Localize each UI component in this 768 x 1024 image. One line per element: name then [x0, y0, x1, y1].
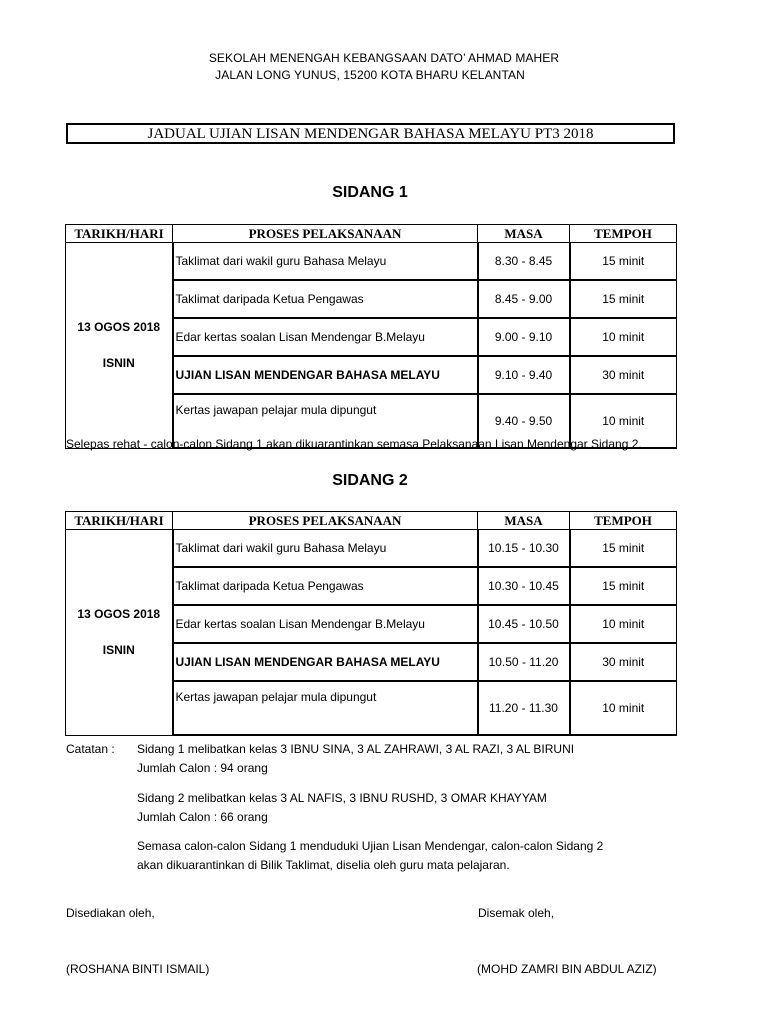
proses-cell: Edar kertas soalan Lisan Mendengar B.Melayu [173, 605, 478, 643]
date-text: 13 OGOS 2018 [77, 320, 161, 335]
tempoh-cell: 10 minit [570, 318, 677, 356]
document-title: JADUAL UJIAN LISAN MENDENGAR BAHASA MELAYU PT3 2018 [66, 123, 675, 144]
tempoh-cell: 15 minit [570, 280, 677, 318]
masa-cell: 10.50 - 11.20 [478, 643, 570, 681]
masa-cell: 9.10 - 9.40 [478, 356, 570, 394]
proses-cell: Kertas jawapan pelajar mula dipungut [173, 681, 478, 735]
table-row [66, 243, 677, 281]
school-address: JALAN LONG YUNUS, 15200 KOTA BHARU KELANTAN [215, 68, 525, 82]
tempoh-cell: 10 minit [570, 605, 677, 643]
catatan-paragraph-line2: akan dikuarantinkan di Bilik Taklimat, diselia oleh guru mata pelajaran. [137, 858, 510, 872]
proses-cell: Taklimat daripada Ketua Pengawas [173, 567, 478, 605]
masa-cell: 10.45 - 10.50 [478, 605, 570, 643]
checked-by-label: Disemak oleh, [478, 906, 555, 920]
tempoh-cell: 30 minit [570, 356, 677, 394]
masa-cell: 8.30 - 8.45 [478, 243, 570, 281]
catatan-sidang1-jumlah: Jumlah Calon : 94 orang [137, 761, 268, 775]
date-text: 13 OGOS 2018 [77, 607, 161, 622]
table-header-row [66, 512, 677, 530]
proses-cell: Taklimat dari wakil guru Bahasa Melayu [173, 530, 478, 568]
col-header-tarikh: TARIKH/HARI [66, 512, 173, 530]
tempoh-cell: 15 minit [570, 530, 677, 568]
checked-by-name: (MOHD ZAMRI BIN ABDUL AZIZ) [477, 962, 657, 976]
proses-cell: Kertas jawapan pelajar mula dipungut [173, 394, 478, 448]
col-header-tempoh: TEMPOH [570, 225, 677, 243]
masa-cell: 9.00 - 9.10 [478, 318, 570, 356]
tempoh-cell: 10 minit [570, 681, 677, 735]
date-cell [66, 243, 173, 449]
catatan-paragraph-line1: Semasa calon-calon Sidang 1 menduduki Ujian Lisan Mendengar, calon-calon Sidang 2 [137, 839, 604, 853]
proses-cell: Taklimat dari wakil guru Bahasa Melayu [173, 243, 478, 281]
table-header-row [66, 225, 677, 243]
catatan-sidang1-kelas: Sidang 1 melibatkan kelas 3 IBNU SINA, 3 AL ZAHRAWI, 3 AL RAZI, 3 AL BIRUNI [137, 742, 575, 756]
tempoh-cell: 15 minit [570, 567, 677, 605]
proses-cell: UJIAN LISAN MENDENGAR BAHASA MELAYU [173, 643, 478, 681]
date-cell [66, 530, 173, 736]
catatan-sidang2-jumlah: Jumlah Calon : 66 orang [137, 810, 268, 824]
col-header-tempoh: TEMPOH [570, 512, 677, 530]
col-header-masa: MASA [478, 225, 570, 243]
sidang1-heading: SIDANG 1 [332, 184, 408, 201]
catatan-label: Catatan : [66, 742, 115, 756]
masa-cell: 11.20 - 11.30 [478, 681, 570, 735]
prepared-by-label: Disediakan oleh, [66, 906, 155, 920]
prepared-by-name: (ROSHANA BINTI ISMAIL) [66, 962, 210, 976]
catatan-sidang2-kelas: Sidang 2 melibatkan kelas 3 AL NAFIS, 3 IBNU RUSHD, 3 OMAR KHAYYAM [137, 791, 547, 805]
sidang2-table [65, 511, 677, 736]
tempoh-cell: 10 minit [570, 394, 677, 448]
masa-cell: 10.15 - 10.30 [478, 530, 570, 568]
sidang2-heading: SIDANG 2 [332, 472, 408, 489]
masa-cell: 8.45 - 9.00 [478, 280, 570, 318]
note-after-rehat: Selepas rehat - calon-calon Sidang 1 akan dikuarantinkan semasa Pelaksanaan Lisan Mendengar Sidang 2. [66, 437, 642, 451]
col-header-proses: PROSES PELAKSANAAN [173, 225, 478, 243]
masa-cell: 10.30 - 10.45 [478, 567, 570, 605]
col-header-proses: PROSES PELAKSANAAN [173, 512, 478, 530]
table-row [66, 530, 677, 568]
proses-cell: UJIAN LISAN MENDENGAR BAHASA MELAYU [173, 356, 478, 394]
tempoh-cell: 30 minit [570, 643, 677, 681]
masa-cell: 9.40 - 9.50 [478, 394, 570, 448]
col-header-tarikh: TARIKH/HARI [66, 225, 173, 243]
proses-cell: Taklimat daripada Ketua Pengawas [173, 280, 478, 318]
sidang1-table [65, 224, 677, 449]
school-name: SEKOLAH MENENGAH KEBANGSAAN DATO’ AHMAD MAHER [208, 51, 560, 65]
col-header-masa: MASA [478, 512, 570, 530]
day-text: ISNIN [102, 643, 135, 658]
tempoh-cell: 15 minit [570, 243, 677, 281]
proses-cell: Edar kertas soalan Lisan Mendengar B.Melayu [173, 318, 478, 356]
day-text: ISNIN [102, 356, 135, 371]
